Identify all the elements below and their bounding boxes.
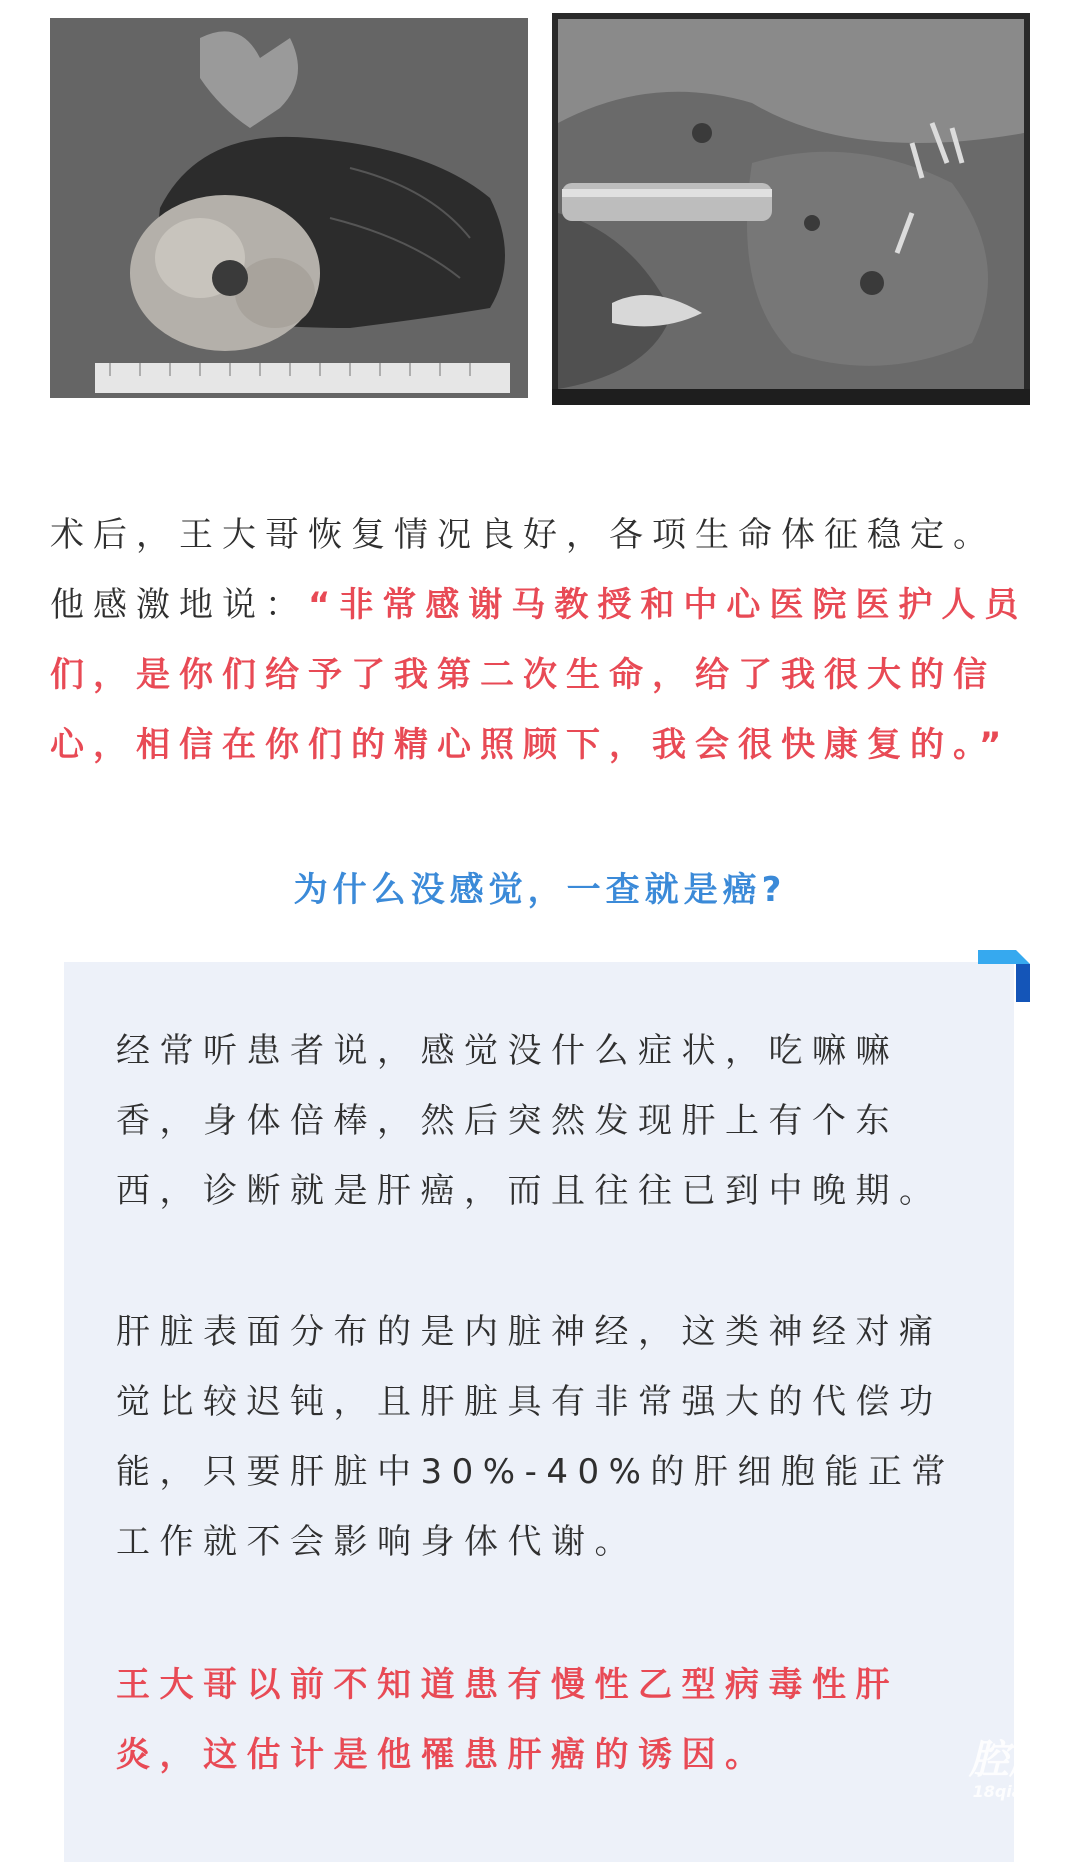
info-paragraph-symptoms: 经常听患者说，感觉没什么症状，吃嘛嘛香，身体倍棒，然后突然发现肝上有个东西，诊断就是肝癌，而且往往已到中晚期。 (116, 1031, 943, 1211)
recovery-lead-text: 术后，王大哥恢复情况良好，各项生命体征稳定。他感激地说： (50, 515, 996, 625)
corner-accent-icon (978, 950, 1030, 1002)
watermark-domain-text: 18qiang (972, 1782, 1046, 1801)
site-watermark (944, 1737, 1074, 1801)
surgery-image (552, 13, 1030, 405)
specimen-image (50, 18, 528, 398)
recovery-paragraph (50, 500, 1035, 780)
section-heading: 为什么没感觉，一查就是癌? (293, 870, 787, 910)
surgery-photo (552, 13, 1030, 405)
info-paragraph-cause: 王大哥以前不知道患有慢性乙型病毒性肝炎，这估计是他罹患肝癌的诱因。 (116, 1665, 899, 1775)
patient-quote: “非常感谢马教授和中心医院医护人员们，是你们给予了我第二次生命，给了我很大的信心，相信在你们的精心照顾下，我会很快康复的。” (50, 585, 1028, 765)
info-paragraph-nerves: 肝脏表面分布的是内脏神经，这类神经对痛觉比较迟钝，且肝脏具有非常强大的代偿功能，只要肝脏中30%-40%的肝细胞能正常工作就不会影响身体代谢。 (116, 1312, 955, 1562)
watermark-logo-text: 腔肋 (969, 1737, 1049, 1783)
specimen-photo (50, 18, 528, 398)
